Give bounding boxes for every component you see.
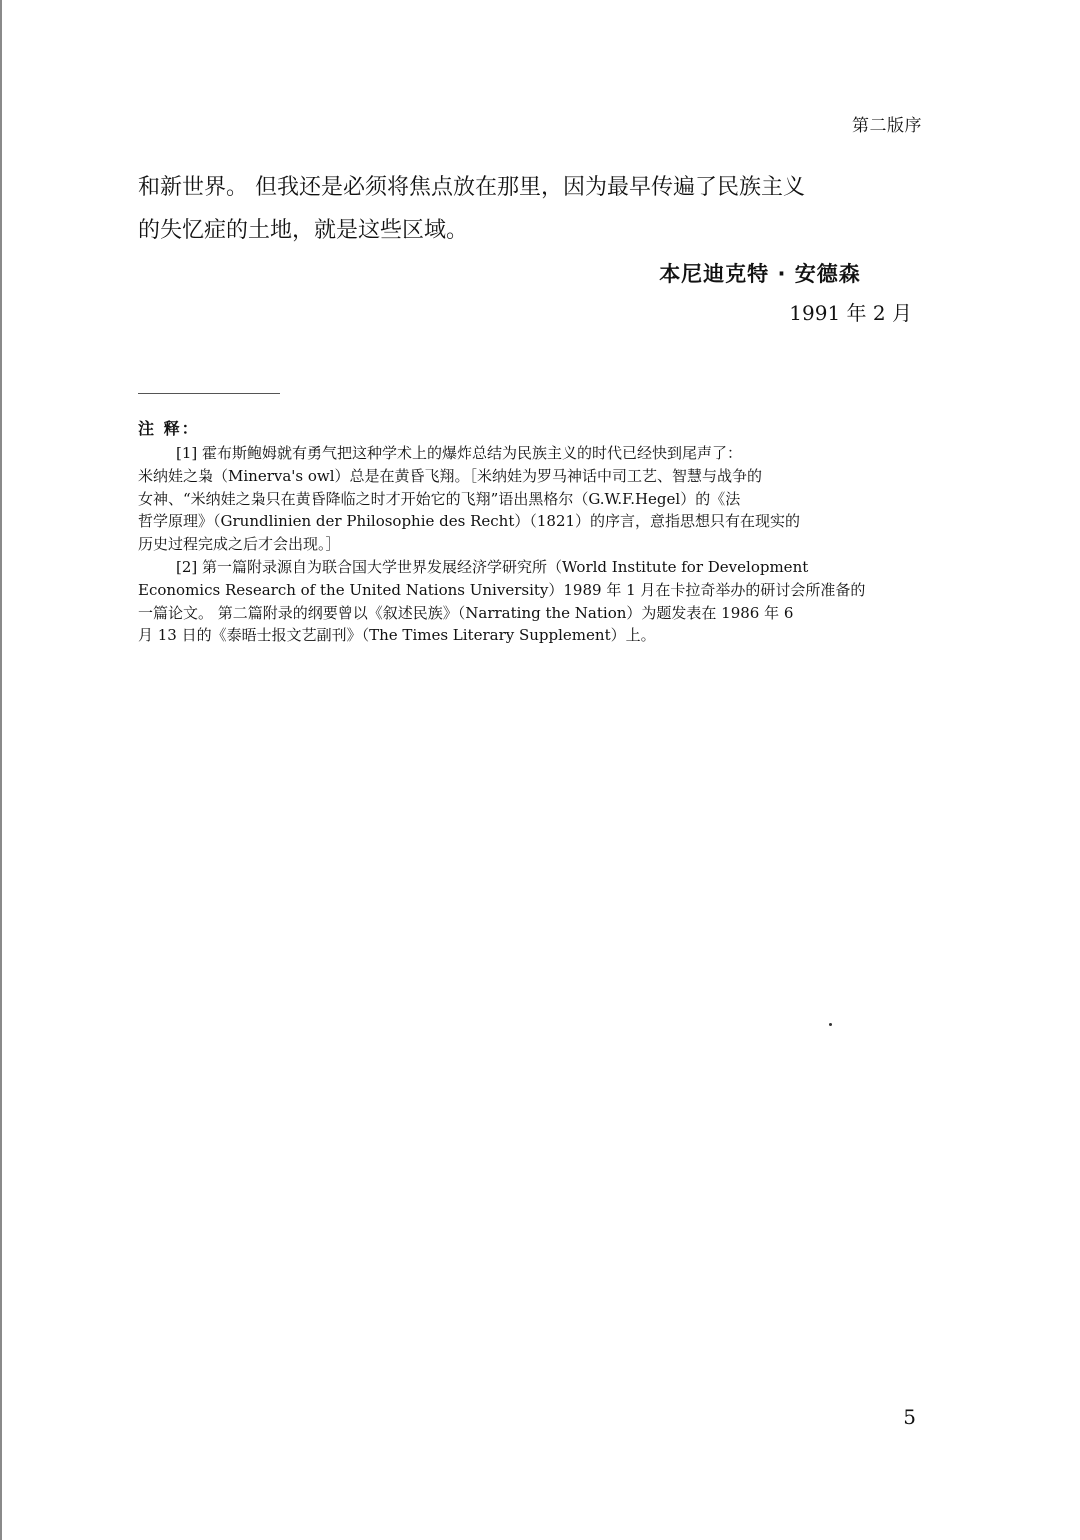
footnote-rule xyxy=(138,393,280,394)
author-signature: 本尼迪克特 · 安德森 xyxy=(659,262,861,286)
footnote-2 xyxy=(138,556,924,647)
footnotes xyxy=(138,442,924,647)
footnote-line: 月 13 日的《泰晤士报文艺副刊》（The Times Literary Supplement）上。 xyxy=(138,626,656,645)
footnote-line: [1] 霍布斯鲍姆就有勇气把这种学术上的爆炸总结为民族主义的时代已经快到尾声了： xyxy=(176,444,743,462)
footnote-line: [2] 第一篇附录源自为联合国大学世界发展经济学研究所（World Institute for Development xyxy=(176,557,809,576)
footnote-line: 米纳娃之枭（Minerva's owl）总是在黄昏飞翔。［米纳娃为罗马神话中司工艺、智慧与战争的 xyxy=(138,466,763,485)
notes-heading: 注 释： xyxy=(138,419,200,438)
footnote-line: 女神、“米纳娃之枭只在黄昏降临之时才开始它的飞翔”语出黑格尔（G.W.F.Hegel）的《法 xyxy=(138,489,741,508)
body-paragraph xyxy=(138,166,928,252)
body-line: 和新世界。 但我还是必须将焦点放在那里，因为最早传遍了民族主义 xyxy=(138,175,805,200)
footnote-line: 哲学原理》（Grundlinien der Philosophie des Recht）（1821）的序言，意指思想只有在现实的 xyxy=(138,512,801,531)
footnote-1 xyxy=(138,442,924,556)
signature-date: 1991 年 2 月 xyxy=(789,301,912,325)
scan-speck xyxy=(829,1023,832,1026)
page-left-edge xyxy=(0,0,2,1540)
footnote-line: 历史过程完成之后才会出现。］ xyxy=(138,535,341,554)
running-head: 第二版序 xyxy=(852,116,922,136)
footnote-line: 一篇论文。 第二篇附录的纲要曾以《叙述民族》（Narrating the Nation）为题发表在 1986 年 6 xyxy=(138,603,794,622)
page-number: 5 xyxy=(903,1405,916,1429)
body-line: 的失忆症的土地，就是这些区域。 xyxy=(138,218,469,243)
footnote-line: Economics Research of the United Nations University）1989 年 1 月在卡拉奇举办的研讨会所准备的 xyxy=(138,580,866,599)
